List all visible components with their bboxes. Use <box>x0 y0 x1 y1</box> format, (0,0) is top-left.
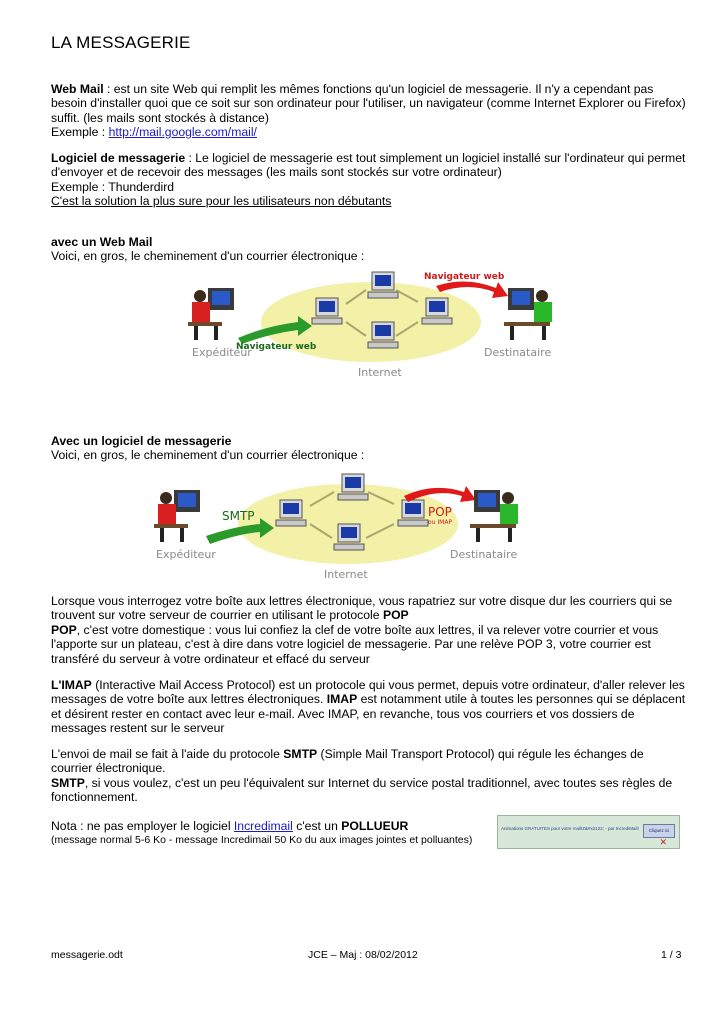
nota-prefix: Nota : ne pas employer le logiciel <box>51 819 234 833</box>
banner-button[interactable]: Cliquez ici <box>643 824 675 838</box>
computer-icon <box>338 474 368 500</box>
internet-label: Internet <box>358 366 402 379</box>
sender-person-icon <box>188 288 234 340</box>
smtp-text-2: (Simple Mail Transport Protocol) qui régule les échanges de courrier électronique. <box>51 747 644 776</box>
webmail-paragraph <box>51 82 687 125</box>
smtp-term-1: SMTP <box>283 747 318 761</box>
pop-text-2: , c'est votre domestique : vous lui confiez la clef de votre boîte aux lettres, il va relever votre courrier et vous l'apporte sur un plateau, c'est à dire dans votre logiciel de messagerie. Par une relève POP 3, votre courrier est transféré du serveur à votre ordinateur et effacé du serveur <box>51 622 659 666</box>
pop-text-1: Lorsque vous interrogez votre boîte aux lettres électronique, vous rapatriez sur votre disque dur les courriers qui se trouvent sur votre serveur de courrier en utilisant le protocole <box>51 594 673 623</box>
smtp-section <box>51 747 687 805</box>
smtp-text-1: L'envoi de mail se fait à l'aide du protocole <box>51 747 284 761</box>
client-note: C'est la solution la plus sure pour les utilisateurs non débutants <box>51 194 392 209</box>
receiver-person-icon <box>470 490 518 542</box>
webmail-diagram <box>186 266 566 384</box>
pop-term-1: POP <box>382 608 409 623</box>
pop-arrow-label: POP <box>428 505 452 519</box>
webmail-definition <box>51 82 687 140</box>
pop-paragraph-2 <box>51 623 687 666</box>
pop-term-2: POP <box>51 622 77 637</box>
left-arrow-label: Navigateur web <box>236 342 317 352</box>
client-term: Logiciel de messagerie <box>51 151 186 165</box>
client-diagram <box>152 468 532 584</box>
internet-label: Internet <box>324 568 368 581</box>
gmail-link[interactable]: http://mail.google.com/mail/ <box>108 125 257 140</box>
receiver-person-icon <box>504 288 552 340</box>
computer-icon <box>276 500 306 526</box>
nota-bold: POLLUEUR <box>341 819 409 833</box>
footer-filename: messagerie.odt <box>51 949 123 961</box>
nota-line <box>51 819 491 833</box>
receiver-label: Destinataire <box>450 548 518 561</box>
webmail-section-intro: Voici, en gros, le cheminement d'un courrier électronique : <box>51 249 365 264</box>
client-text: : Le logiciel de messagerie est tout simplement un logiciel installé sur l'ordinateur qui permet d'envoyer et de recevoir des messages (les mails sont stockés sur votre ordinateur) <box>51 151 686 180</box>
imap-text-2: est notamment utile à toutes les personnes qui se déplacent et désirent rester en contact avec leur e-mail. Avec IMAP, en revanche, tous vos courriers et vos dossiers de messages restent sur le serveur <box>51 692 686 736</box>
incredimail-banner[interactable] <box>497 815 680 849</box>
smtp-term-2: SMTP <box>51 775 85 790</box>
smtp-arrow-label: SMTP <box>222 509 255 523</box>
imap-paragraph <box>51 678 687 736</box>
sender-person-icon <box>154 490 200 542</box>
imap-section <box>51 678 687 736</box>
webmail-example <box>51 125 687 139</box>
smtp-text-3: , si vous voulez, c'est un peu l'équivalent sur Internet du service postal traditionnel, avec toutes ses règles de fonctionnement. <box>51 775 673 805</box>
close-icon[interactable]: ✕ <box>659 837 667 847</box>
banner-text: Animations GRATUITES pour votre mailIZ&#x2122; - par IncrediMail! <box>501 826 639 831</box>
imap-term-2: IMAP <box>326 692 358 707</box>
right-arrow-label: Navigateur web <box>424 272 505 282</box>
incredimail-link[interactable]: Incredimail <box>233 819 293 833</box>
computer-icon <box>312 298 342 324</box>
webmail-term: Web Mail <box>51 82 104 96</box>
receiver-label: Destinataire <box>484 346 552 359</box>
computer-icon <box>398 500 428 526</box>
computer-icon <box>422 298 452 324</box>
computer-icon <box>368 272 398 298</box>
webmail-section-heading: avec un Web Mail <box>51 235 153 249</box>
client-paragraph <box>51 151 687 180</box>
pop-section <box>51 594 687 666</box>
smtp-paragraph-1 <box>51 747 687 776</box>
imap-term-1: L'IMAP <box>51 678 92 692</box>
footer-page-number: 1 / 3 <box>661 949 682 961</box>
footer-date: JCE – Maj : 08/02/2012 <box>308 949 418 961</box>
webmail-example-label: Exemple : <box>51 125 109 140</box>
computer-icon <box>334 524 364 550</box>
webmail-text: : est un site Web qui remplit les mêmes fonctions qu'un logiciel de messagerie. Il n'y a cependant pas besoin d'installer quoi que ce soit sur son ordinateur pour l'utiliser, un navigateur (comme Internet Explorer ou Firefox) suffit. (les mails sont stockés à distance) <box>51 82 686 125</box>
client-section <box>51 434 687 463</box>
page-title: LA MESSAGERIE <box>51 33 191 52</box>
nota-middle: c'est un <box>292 819 342 833</box>
sender-label: Expéditeur <box>192 346 252 359</box>
client-definition <box>51 151 687 209</box>
sender-label: Expéditeur <box>156 548 216 561</box>
client-section-intro: Voici, en gros, le cheminement d'un courrier électronique : <box>51 448 365 463</box>
webmail-section <box>51 235 687 264</box>
nota-small: (message normal 5-6 Ko - message Incredimail 50 Ko du aux images jointes et polluantes) <box>51 834 473 847</box>
computer-icon <box>368 322 398 348</box>
pop-paragraph-1 <box>51 594 687 623</box>
imap-arrow-label: ou IMAP <box>428 519 453 526</box>
imap-text-1: (Interactive Mail Access Protocol) est un protocole qui vous permet, depuis votre ordinateur, d'aller relever les messages de votre boîte aux lettres électroniques. <box>51 678 685 707</box>
smtp-paragraph-2 <box>51 776 687 805</box>
client-example: Exemple : Thunderdird <box>51 179 175 194</box>
client-section-heading: Avec un logiciel de messagerie <box>51 434 232 448</box>
nota-section <box>51 819 491 848</box>
